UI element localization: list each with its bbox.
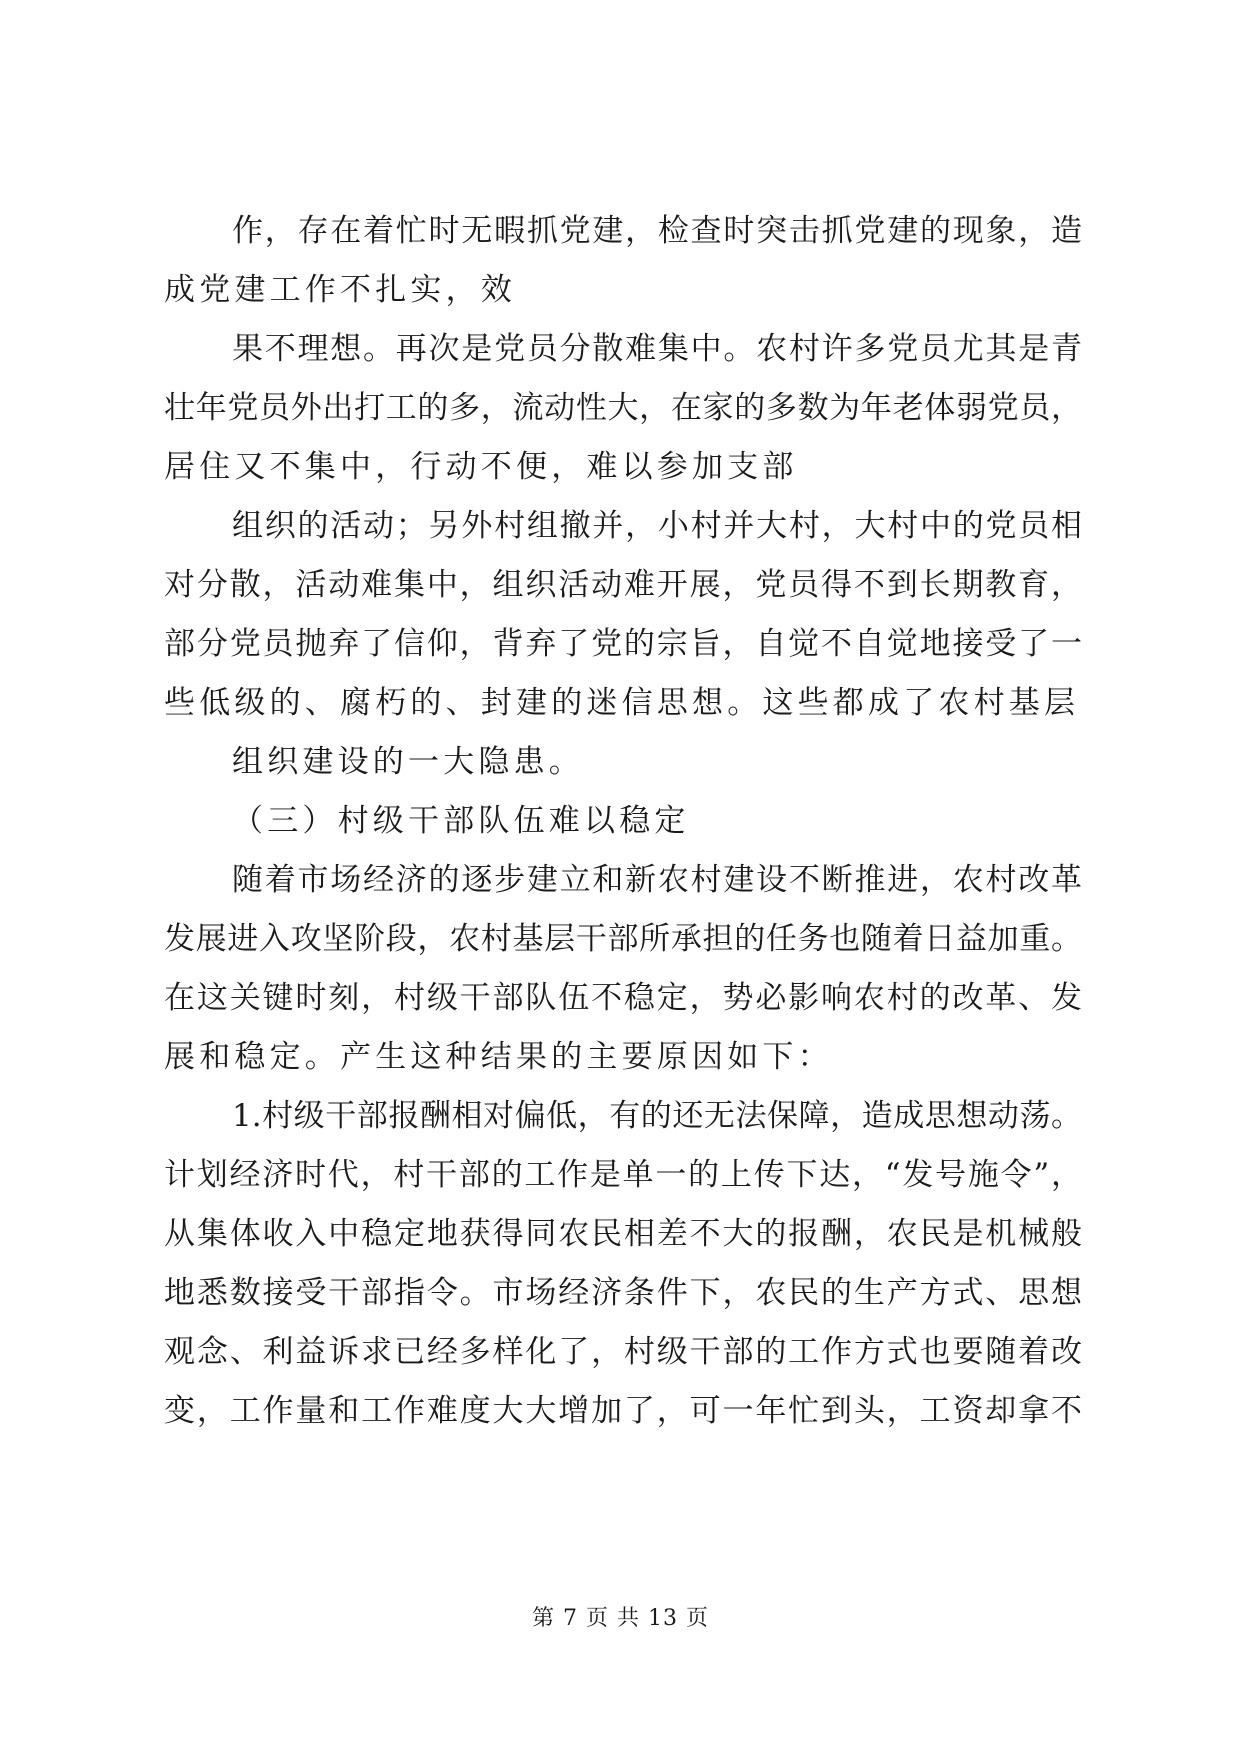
text-line: 地悉数接受干部指令。市场经济条件下，农民的生产方式、思想 (164, 1275, 1082, 1311)
text-line: 计划经济时代，村干部的工作是单一的上传下达，“发号施令”， (164, 1157, 1082, 1193)
page-number-footer: 第 7 页 共 13 页 (532, 1606, 709, 1631)
text-line: 从集体收入中稳定地获得同农民相差不大的报酬，农民是机械般 (164, 1216, 1082, 1252)
text-line: 在这关键时刻，村级干部队伍不稳定，势必影响农村的改革、发 (164, 980, 1082, 1016)
text-line: 作，存在着忙时无暇抓党建，检查时突击抓党建的现象，造 (232, 213, 1082, 249)
text-line: 随着市场经济的逐步建立和新农村建设不断推进，农村改革 (232, 862, 1082, 898)
text-line: 发展进入攻坚阶段，农村基层干部所承担的任务也随着日益加重。 (164, 921, 1082, 957)
text-line: 壮年党员外出打工的多，流动性大，在家的多数为年老体弱党员， (164, 390, 1082, 426)
text-line: 组织的活动；另外村组撤并，小村并大村，大村中的党员相 (232, 508, 1082, 544)
text-line: 对分散，活动难集中，组织活动难开展，党员得不到长期教育， (164, 567, 1082, 603)
text-line: 1.村级干部报酬相对偏低，有的还无法保障，造成思想动荡。 (232, 1098, 1082, 1134)
text-line: 成党建工作不扎实，效 (164, 272, 516, 308)
text-line: 变，工作量和工作难度大大增加了，可一年忙到头，工资却拿不 (164, 1393, 1082, 1429)
text-line: 展和稳定。产生这种结果的主要原因如下： (164, 1039, 833, 1075)
text-line: 观念、利益诉求已经多样化了，村级干部的工作方式也要随着改 (164, 1334, 1082, 1370)
text-line: 部分党员抛弃了信仰，背弃了党的宗旨，自觉不自觉地接受了一 (164, 626, 1082, 662)
text-line: 些低级的、腐朽的、封建的迷信思想。这些都成了农村基层 (164, 685, 1080, 721)
text-line: 组织建设的一大隐患。 (232, 744, 584, 780)
text-line: 果不理想。再次是党员分散难集中。农村许多党员尤其是青 (232, 331, 1082, 367)
section-heading: （三）村级干部队伍难以稳定 (232, 803, 690, 839)
text-line: 居住又不集中，行动不便，难以参加支部 (164, 449, 798, 485)
